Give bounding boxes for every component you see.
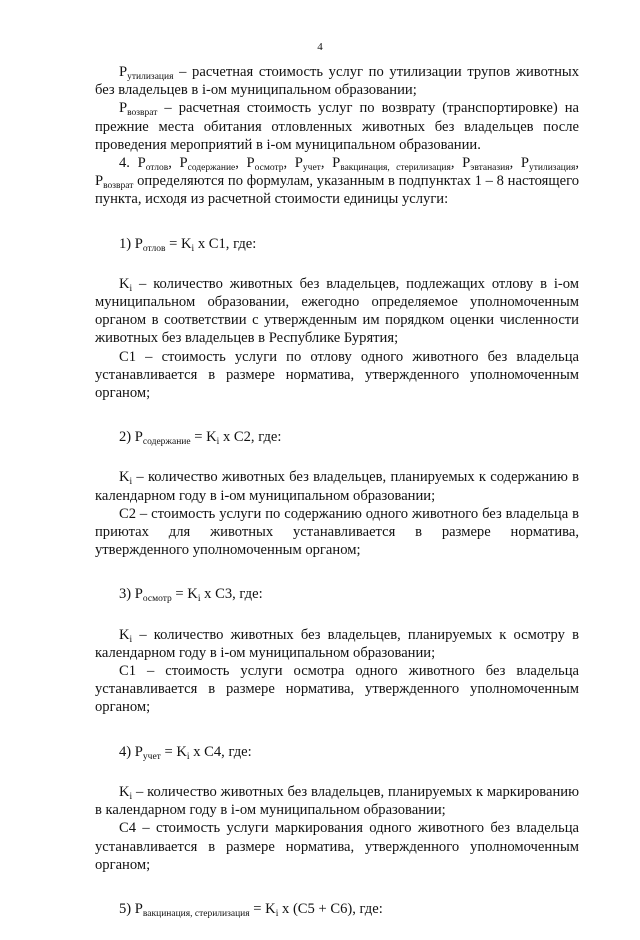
formula-line: 3) $P_{осмотр} = K_i$ x C3, где: [119, 586, 263, 605]
formula-line: 2) $P_{содержание} = K_i$ x C2, где: [119, 429, 282, 448]
paragraph: $K_i$ – количество животных без владельцев, подлежащих отлову в i-ом муниципальном образовании, ежегодно определяемое уполномоченным органом в соответствии с утвержденным им порядком оценки численности животных без владельцев в Республике Бурятия; [95, 275, 579, 347]
formula-line: 5) $P_{вакцинация, стерилизация} = K_i$ x (C5 + C6), где: [119, 900, 383, 919]
paragraph: $K_i$ – количество животных без владельцев, планируемых к содержанию в календарном году в i-ом муниципальном образовании; [95, 469, 579, 504]
document-body [95, 63, 579, 940]
paragraph: $P_{возврат}$ – расчетная стоимость услуг по возврату (транспортировке) на прежние места обитания отловленных животных без владельцев после проведения мероприятий в i-ом муниципальном образовании. [95, 100, 579, 153]
paragraph: $K_i$ – количество животных без владельцев, планируемых к маркированию в календарном году в i-ом муниципальном образовании; [95, 783, 579, 819]
formula-line: 1) $P_{отлов} = K_i$ x C1, где: [119, 235, 257, 254]
paragraph: C4 – стоимость услуги маркирования одного животного без владельца устанавливается в размере норматива, утвержденного уполномоченным органом; [95, 820, 579, 873]
paragraph: 4. $P_{отлов}$, $P_{содержание}$, $P_{осмотр}$, $P_{учет}$, $P_{вакцинация, стерилизация}$, $P_{эвтаназия}$, $P_{утилизация}$, $P_{возврат}$ определяются по формулам, указанным в подпунктах 1 – 8 настоящего пункта, исходя из расчетной стоимости единицы услуги: [95, 155, 579, 208]
paragraph: $K_i$ – количество животных без владельцев, планируемых к осмотру в календарном году в i-ом муниципальном образовании; [95, 626, 579, 661]
paragraph: $P_{утилизация}$ – расчетная стоимость услуг по утилизации трупов животных без владельцев в i-ом муниципальном образовании; [95, 64, 579, 99]
paragraph: C1 – стоимость услуги осмотра одного животного без владельца устанавливается в размере норматива, утвержденного уполномоченным органом; [95, 663, 579, 716]
paragraph: C1 – стоимость услуги по отлову одного животного без владельца устанавливается в размере норматива, утвержденного уполномоченным органом; [95, 348, 579, 402]
page-number: 4 [317, 41, 323, 53]
formula-line: 4) $P_{учет} = K_i$ x C4, где: [119, 743, 252, 762]
paragraph: C2 – стоимость услуги по содержанию одного животного без владельца в приютах для животных устанавливается в размере норматива, утвержденного уполномоченным органом; [95, 505, 579, 559]
